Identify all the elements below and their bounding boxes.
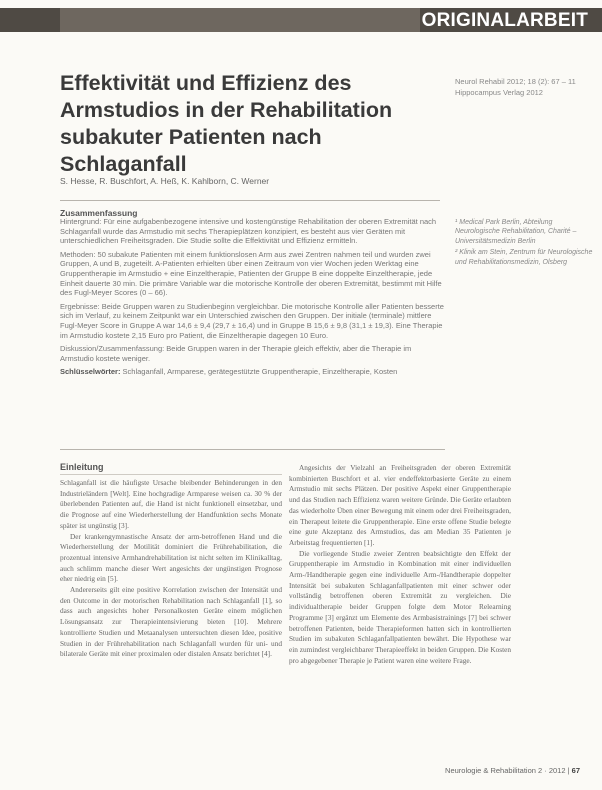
affiliation-1: ¹ Medical Park Berlin, Abteilung Neurologische Rehabilitation, Charité – Universitätsmedizin Berlin — [455, 219, 577, 245]
paragraph: Angesichts der Vielzahl an Freiheitsgraden der oberen Extremität kombinierten Buschfort et al. vier endeffektorbasierte Geräte zu einem Armstudio mit sechs Plätzen. Der positive Aspekt einer Gruppentherapie und das Studien nach Effizienz waren weitere Gründe. Die Geräte erlaubten das wiederholte Üben einer Bewegung mit einem oder drei Freiheitsgraden, ein Therapeut leitete die Gruppentherapie. Eine erste offene Studie belegte eine gute Akzeptanz des Armstudios, das am Median 35 Patienten je Arbeitstag frequentierten [1]. — [289, 463, 511, 547]
body-column-right — [289, 463, 511, 666]
separator-line — [60, 449, 445, 450]
separator-line — [60, 474, 282, 475]
abstract-discussion: Diskussion/Zusammenfassung: Beide Gruppen waren in der Therapie gleich effektiv, aber die Therapie im Armstudio kostete weniger. — [60, 344, 412, 363]
keywords: Schlaganfall, Armparese, gerätegestützte Gruppentherapie, Einzeltherapie, Kosten — [122, 367, 398, 377]
abstract-results: Ergebnisse: Beide Gruppen waren zu Studienbeginn vergleichbar. Die motorische Kontrolle aller Patienten besserte sich im Verlauf, zu keinem Zeitpunkt war ein Unterschied zwischen den Gruppen. Der initiale (terminale) mittlere Fugl-Meyer Score in Gruppe A war 14,6 ± 9,4 (29,7 ± 16,4) und in Gruppe B 15,6 ± 9,8 (31,1 ± 19,3). Eine Therapie im Armstudio kostete 2,15 Euro pro Patient, die Einzeltherapie dagegen 10 Euro. — [60, 301, 444, 340]
abstract-heading: Zusammenfassung — [60, 208, 138, 218]
header-bar — [0, 8, 602, 32]
journal-name: Neurologie & Rehabilitation 2 · 2012 — [445, 766, 566, 775]
abstract-background: Hintergrund: Für eine aufgabenbezogene intensive und kostengünstige Rehabilitation der oberen Extremität nach Schlaganfall wurde das Armstudio mit sechs Therapieplätzen konzipiert, es besteht aus vier Geräten mit unterschiedlichen Freiheitsgraden. Die Studie sollte die Effektivität und Effizienz ermitteln. — [60, 217, 437, 246]
keywords-label: Schlüsselwörter: — [60, 367, 121, 377]
abstract — [60, 217, 445, 381]
publication-info: Neurol Rehabil 2012; 18 (2): 67 – 11 Hippocampus Verlag 2012 — [455, 77, 576, 97]
authors: S. Hesse, R. Buschfort, A. Heß, K. Kahlborn, C. Werner — [60, 176, 270, 186]
separator-line — [60, 200, 440, 201]
section-heading: Einleitung — [60, 462, 104, 472]
body-column-left — [60, 478, 282, 660]
section-label: ORIGINALARBEIT — [421, 10, 588, 31]
article-title: Effektivität und Effizienz des Armstudios in der Rehabilitation subakuter Patienten nach Schlaganfall — [60, 71, 393, 176]
page-number: 67 — [571, 766, 580, 775]
abstract-methods: Methoden: 50 subakute Patienten mit einem funktionslosen Arm aus zwei Zentren nahmen teil und wurden zwei Gruppen, A und B, zugeteilt. A-Patienten erhielten über einen Zeitraum von vier Wochen jeden Werktag eine Gruppentherapie im Armstudio + eine Einzeltherapie, Patienten der Gruppe B eine doppelte Einzeltherapie, jede Einheit dauerte 30 min. Die primäre Variable war die motorische Kontrolle der oberen Extremität, bestimmt mit Hilfe des Fugl-Meyer Scores (0 – 66). — [60, 249, 442, 298]
header-bar-accent — [60, 8, 420, 32]
page-footer: Neurologie & Rehabilitation 2 · 2012 | 67 — [445, 766, 580, 775]
paragraph: Schlaganfall ist die häufigste Ursache bleibender Behinderungen in den Industrieländern [Welt]. Eine hochgradige Armparese weisen ca. 30 % der überlebenden Patienten auf, die Hand ist nicht funktionell einsetzbar, und die Prognose auf eine Wiederherstellung der Handfunktion sechs Monate später ist ungünstig [3]. — [60, 478, 282, 530]
abstract-keywords — [60, 367, 445, 377]
paragraph: Die vorliegende Studie zweier Zentren beabsichtigte den Effekt der Gruppentherapie im Armstudio in Kombination mit einer individuellen Arm-/Handtherapie gegen eine individuelle Arm-/Handtherapie doppelter Intensität bei subakuten Schlaganfallpatienten mit einer schwer oder vollständig betroffenen oberen Extremität zu vergleichen. Die individualtherapie beider Gruppen folgte dem Motor Relearning Programme [3] ergänzt um Elemente des Armbasistrainings [7] bei schwer betroffenen Patienten, beide Therapieformen hatten sich in kontrollierten Studien im subakuten Schlaganfallpatienten bewährt. Die Hypothese war ein zumindest vergleichbarer Therapieeffekt in beiden Gruppen. Die Kosten pro abgegebener Therapie je Patient waren eine weitere Frage. — [289, 548, 511, 665]
paragraph: Der krankengymnastische Ansatz der arm-betroffenen Hand und die Wiederherstellung der Motilität dominiert die Frührehabilitation, die prozentual intensive Armhandrehabilitation ist nicht selten im Klinikalltag, auch schlimm manche dieser Wert angesichts der ungünstigen Prognose eher niedrig ein [5]. — [60, 531, 282, 584]
affiliation-2: ² Klinik am Stein, Zentrum für Neurologische und Rehabilitationsmedizin, Olsberg — [455, 249, 593, 266]
affiliations — [455, 218, 595, 269]
paragraph: Andererseits gilt eine positive Korrelation zwischen der Intensität und den Outcome in der motorischen Rehabilitation nach Schlaganfall [1], so dass auch angesichts hoher Personalkosten Geräte einem möglichen Lösungsansatz zur Therapieintensivierung bieten [10]. Mehrere kontrollierte Studien und Metaanalysen untersuchten diesen Idee, positive Studien in der Frührehabilitation nach Schlaganfall wurden für uni- und bilaterale Geräte mit einer proximalen oder distalen Ansatz berichtet [4]. — [60, 585, 282, 659]
